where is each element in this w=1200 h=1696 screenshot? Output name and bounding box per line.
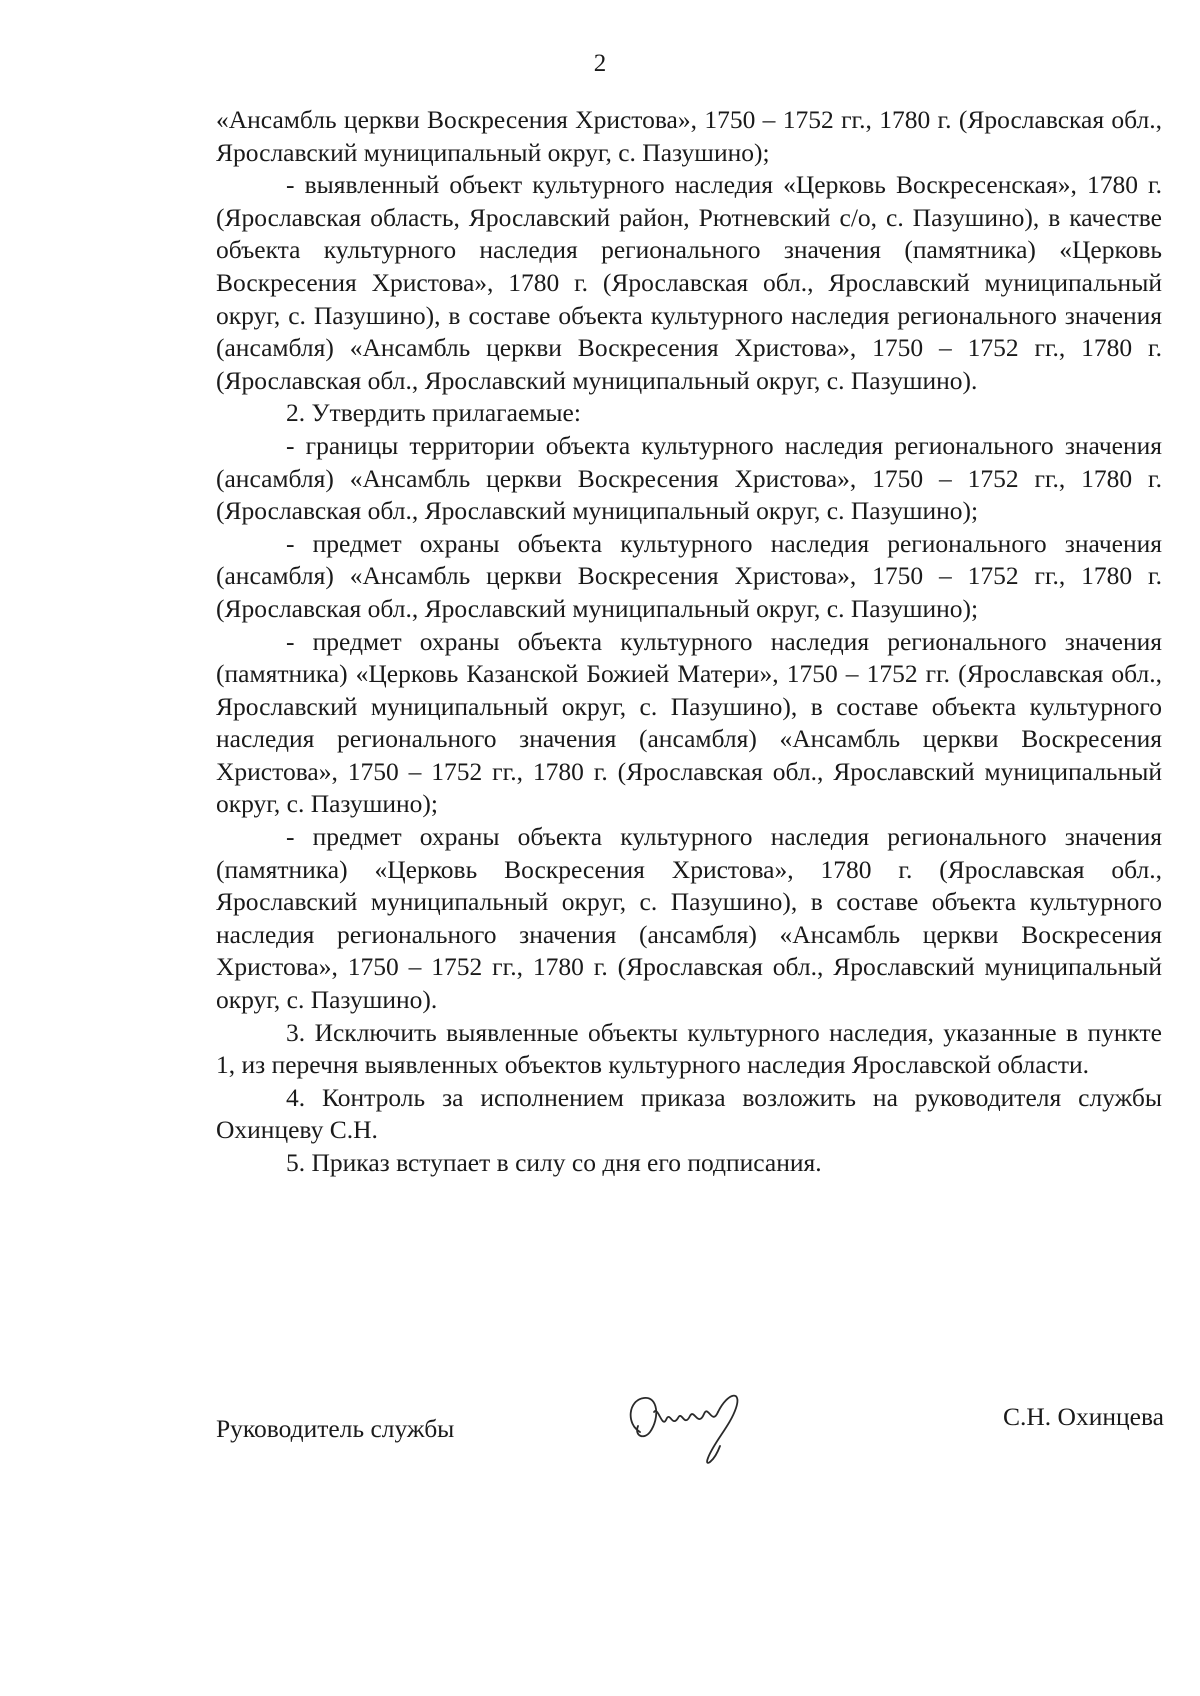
- paragraph-protection-resurrection-church: - предмет охраны объекта культурного наследия регионального значения (памятника) «Церковь Воскресения Христова», 1780 г. (Ярославская обл., Ярославский муниципальный округ, с. Пазушино), в составе объекта культурного наследия регионального значения (ансамбля) «Ансамбль церкви Воскресения Христова», 1750 – 1752 гг., 1780 г. (Ярославская обл., Ярославский муниципальный округ, с. Пазушино).: [216, 822, 1162, 1015]
- page-number: 2: [593, 50, 607, 77]
- handwritten-signature-icon: [618, 1382, 768, 1472]
- paragraph-protection-ensemble: - предмет охраны объекта культурного наследия регионального значения (ансамбля) «Ансамбль церкви Воскресения Христова», 1750 – 1752 гг., 1780 г. (Ярославская обл., Ярославский муниципальный округ, с. Пазушино);: [216, 528, 1162, 623]
- signatory-position: Руководитель службы: [216, 1414, 455, 1443]
- document-body: [216, 104, 1162, 1180]
- paragraph-item-4: 4. Контроль за исполнением приказа возложить на руководителя службы Охинцеву С.Н.: [216, 1082, 1162, 1145]
- paragraph-item-2: 2. Утвердить прилагаемые:: [286, 398, 581, 428]
- paragraph-item-5: 5. Приказ вступает в силу со дня его подписания.: [286, 1148, 822, 1177]
- paragraph-identified-object: - выявленный объект культурного наследия «Церковь Воскресенская», 1780 г. (Ярославская область, Ярославский район, Рютневский с/о, с. Пазушино), в качестве объекта культурного наследия регионального значения (памятника) «Церковь Воскресения Христова», 1780 г. (Ярославская обл., Ярославский муниципальный округ, с. Пазушино), в составе объекта культурного наследия регионального значения (ансамбля) «Ансамбль церкви Воскресения Христова», 1750 – 1752 гг., 1780 г. (Ярославская обл., Ярославский муниципальный округ, с. Пазушино).: [216, 170, 1162, 395]
- paragraph-item-3: 3. Исключить выявленные объекты культурного наследия, указанные в пункте 1, из перечня выявленных объектов культурного наследия Ярославской области.: [216, 1017, 1162, 1080]
- paragraph-territory-boundaries: - границы территории объекта культурного наследия регионального значения (ансамбля) «Ансамбль церкви Воскресения Христова», 1750 – 1752 гг., 1780 г. (Ярославская обл., Ярославский муниципальный округ, с. Пазушино);: [216, 430, 1162, 526]
- signatory-name: С.Н. Охинцева: [1003, 1402, 1164, 1431]
- paragraph-continuation: «Ансамбль церкви Воскресения Христова», 1750 – 1752 гг., 1780 г. (Ярославская обл., Ярославский муниципальный округ, с. Пазушино);: [216, 105, 1162, 167]
- paragraph-protection-kazan-church: - предмет охраны объекта культурного наследия регионального значения (памятника) «Церковь Казанской Божией Матери», 1750 – 1752 гг. (Ярославская обл., Ярославский муниципальный округ, с. Пазушино), в составе объекта культурного наследия регионального значения (ансамбля) «Ансамбль церкви Воскресения Христова», 1750 – 1752 гг., 1780 г. (Ярославская обл., Ярославский муниципальный округ, с. Пазушино);: [216, 626, 1162, 819]
